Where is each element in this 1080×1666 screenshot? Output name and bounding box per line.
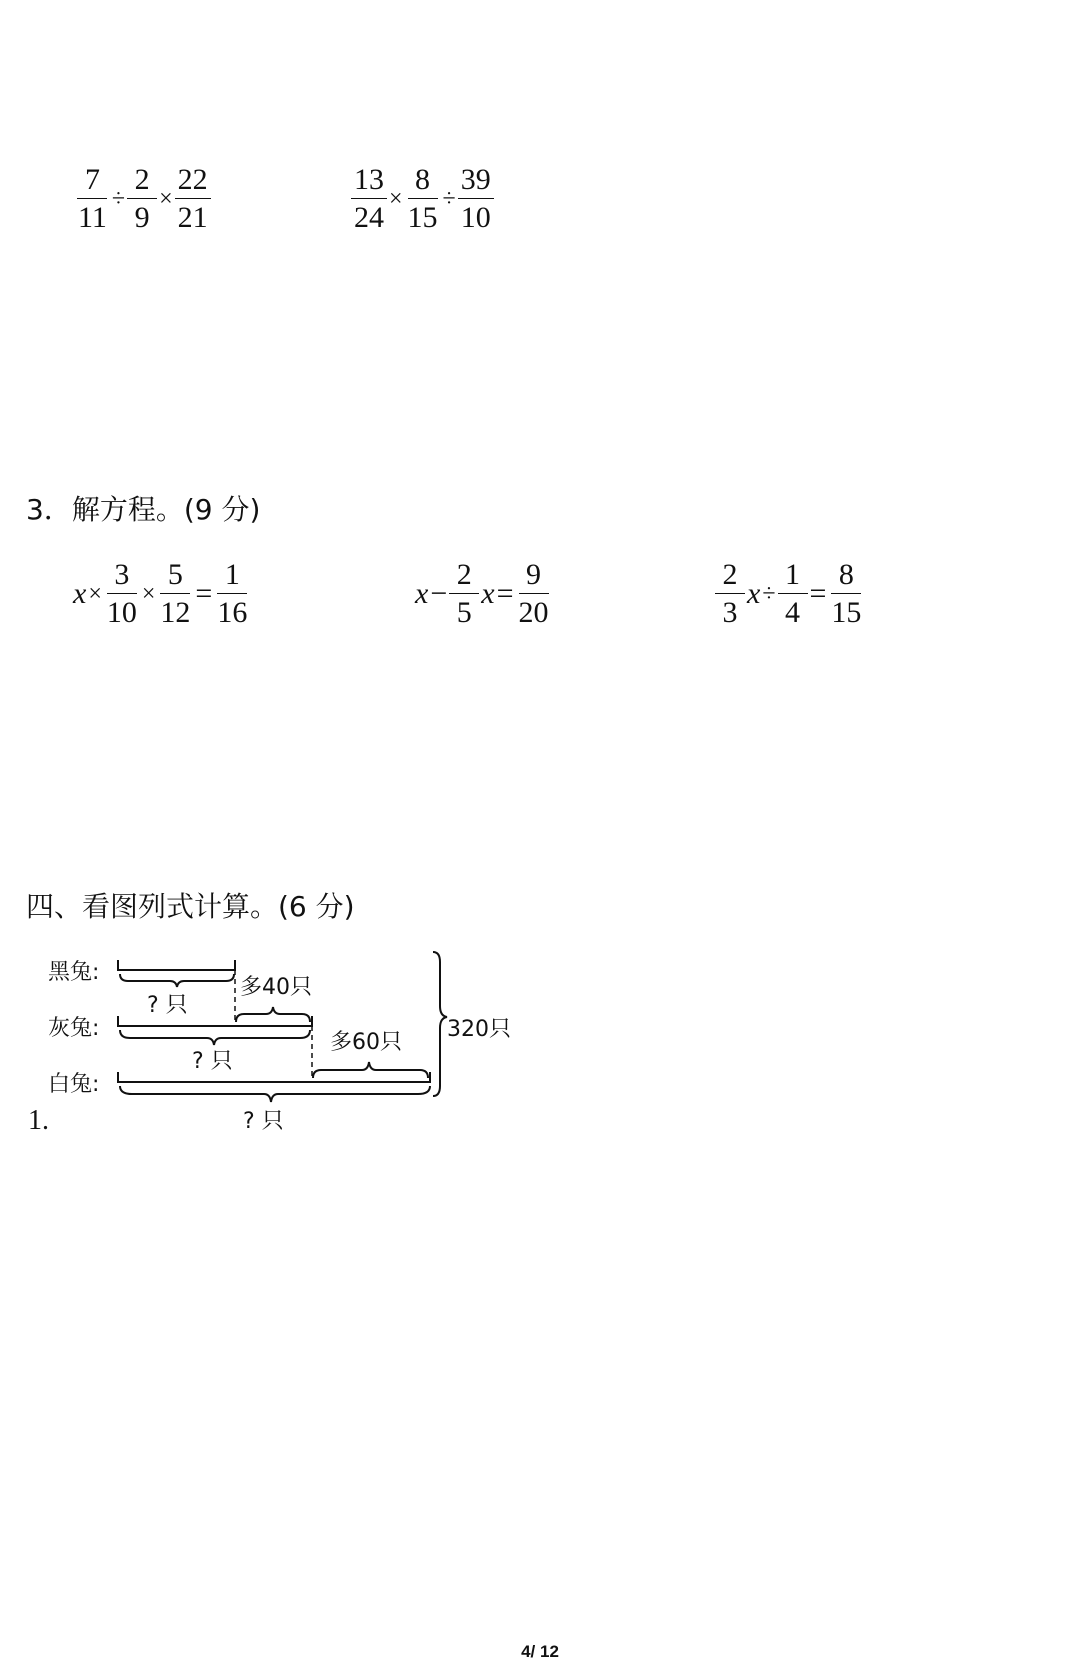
- fraction: [405, 165, 441, 233]
- equation-3: [714, 560, 865, 628]
- section-3-heading: 3．解方程。(9 分): [26, 493, 261, 526]
- numerator: 1: [778, 560, 808, 594]
- multiply-sign: ×: [88, 581, 102, 607]
- numerator: 5: [160, 560, 190, 594]
- numerator: 8: [408, 165, 438, 199]
- numerator: 39: [458, 165, 494, 199]
- expression-2: [350, 165, 495, 233]
- fraction: [75, 165, 110, 233]
- label-white-quantity: ? 只: [243, 1109, 284, 1134]
- variable-x: x: [481, 577, 495, 610]
- label-gray-rabbit: 灰兔:: [48, 1016, 100, 1041]
- white-rabbit-bar: [118, 1072, 430, 1082]
- expression-1: [74, 165, 212, 233]
- denominator: 5: [456, 596, 472, 629]
- problem-number: 1.: [28, 1105, 49, 1136]
- variable-x: x: [415, 577, 429, 610]
- numerator: 2: [449, 560, 479, 594]
- multiply-sign: ×: [389, 186, 403, 212]
- denominator: 15: [831, 596, 862, 629]
- fraction: [828, 560, 864, 628]
- divide-sign: ÷: [442, 186, 456, 212]
- denominator: 12: [160, 596, 191, 629]
- label-more-60: 多60只: [330, 1030, 402, 1055]
- brace-white: [120, 1086, 430, 1102]
- denominator: 10: [460, 201, 491, 234]
- fraction: [449, 560, 479, 628]
- multiply-sign: ×: [141, 581, 156, 607]
- numerator: 1: [217, 560, 247, 594]
- denominator: 4: [785, 596, 800, 629]
- numerator: 13: [351, 165, 387, 199]
- numerator: 7: [77, 165, 107, 199]
- numerator: 3: [107, 560, 137, 594]
- denominator: 9: [134, 201, 150, 234]
- equals-sign: =: [195, 577, 213, 610]
- numerator: 2: [715, 560, 745, 594]
- numerator: 8: [831, 560, 861, 594]
- fraction: [778, 560, 808, 628]
- denominator: 11: [78, 201, 107, 234]
- divide-sign: ÷: [762, 581, 776, 607]
- section-4-heading: 四、看图列式计算。(6 分): [26, 890, 355, 923]
- denominator: 10: [106, 596, 137, 629]
- variable-x: x: [73, 577, 87, 610]
- multiply-sign: ×: [159, 186, 173, 212]
- denominator: 15: [407, 201, 438, 234]
- brace-more-60: [313, 1062, 428, 1078]
- equation-2: [414, 560, 553, 628]
- denominator: 3: [722, 596, 738, 629]
- numerator: 22: [175, 165, 211, 199]
- brace-total: [433, 952, 447, 1096]
- denominator: 20: [518, 596, 549, 629]
- variable-x: x: [747, 577, 761, 610]
- label-gray-quantity: ? 只: [192, 1049, 233, 1074]
- label-black-quantity: ? 只: [147, 993, 188, 1018]
- minus-sign: −: [430, 577, 448, 610]
- brace-gray: [120, 1030, 310, 1045]
- denominator: 16: [217, 596, 248, 629]
- fraction: [175, 165, 211, 233]
- numerator: 2: [127, 165, 157, 199]
- equals-sign: =: [496, 577, 514, 610]
- fraction: [516, 560, 552, 628]
- black-rabbit-bar: [118, 960, 235, 970]
- fraction: [127, 165, 157, 233]
- fraction: [104, 560, 140, 628]
- numerator: 9: [519, 560, 549, 594]
- divide-sign: ÷: [111, 186, 126, 212]
- fraction: [351, 165, 387, 233]
- label-white-rabbit: 白兔:: [48, 1072, 100, 1097]
- label-black-rabbit: 黑兔:: [48, 960, 100, 985]
- fraction: [157, 560, 193, 628]
- brace-black: [120, 974, 234, 987]
- label-more-40: 多40只: [240, 975, 312, 1000]
- brace-more-40: [236, 1007, 310, 1022]
- fraction: [458, 165, 494, 233]
- denominator: 24: [354, 201, 384, 234]
- equation-1: [72, 560, 251, 628]
- denominator: 21: [177, 201, 208, 234]
- page-number: 4/ 12: [521, 1642, 559, 1661]
- equals-sign: =: [809, 577, 827, 610]
- fraction: [214, 560, 250, 628]
- label-total: 320只: [447, 1017, 511, 1042]
- fraction: [715, 560, 745, 628]
